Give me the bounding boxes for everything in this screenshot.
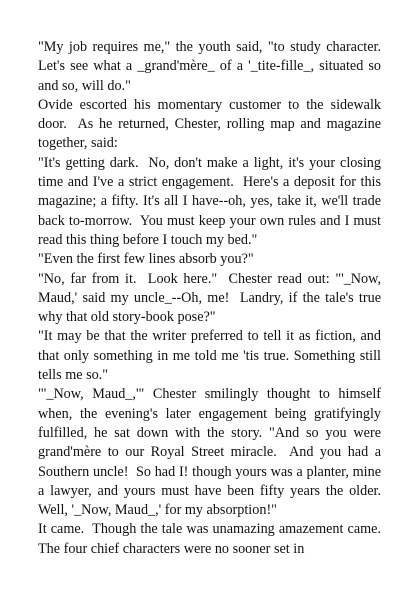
paragraph: "It may be that the writer preferred to tell it as fiction, and that only something in me told me 'tis true. Something still tells me so."	[38, 328, 385, 384]
paragraph: "Even the first few lines absorb you?"	[38, 251, 254, 268]
paragraph: "It's getting dark. No, don't make a light, it's your closing time and I've a strict engagement. Here's a deposit for this magazine; a fifty. It's all I have--oh, yes, take it, we'll trade back to-morrow. You must keep your own rules and I must read this thing before I touch my bed."	[38, 154, 385, 248]
paragraph: It came. Though the tale was unamazing amazement came. The four chief characters were no sooner set in	[38, 521, 389, 557]
paragraph: "My job requires me," the youth said, "to study character. Let's see what a _grand'mère_ of a '_tite-fille_, situated so and so, will do."	[38, 39, 389, 94]
document-page	[38, 38, 389, 559]
paragraph: "No, far from it. Look here." Chester read out: "'_Now, Maud,' said my uncle_--Oh, me! Landry, if the tale's true why that old story-book pose?"	[38, 270, 385, 326]
paragraph: Ovide escorted his momentary customer to the sidewalk door. As he returned, Chester, rolling map and magazine together, said:	[38, 96, 385, 152]
paragraph: "'_Now, Maud_,'" Chester smilingly thought to himself when, the evening's later engagement being gratifyingly fulfilled, he sat down with the story. "And so you were grand'mère to our Royal Street miracle. And you had a Southern uncle! So had I! though yours was a planter, mine a lawyer, and yours must have been fifty years the older. Well, '_Now, Maud_,' for my absorption!"	[38, 386, 389, 519]
